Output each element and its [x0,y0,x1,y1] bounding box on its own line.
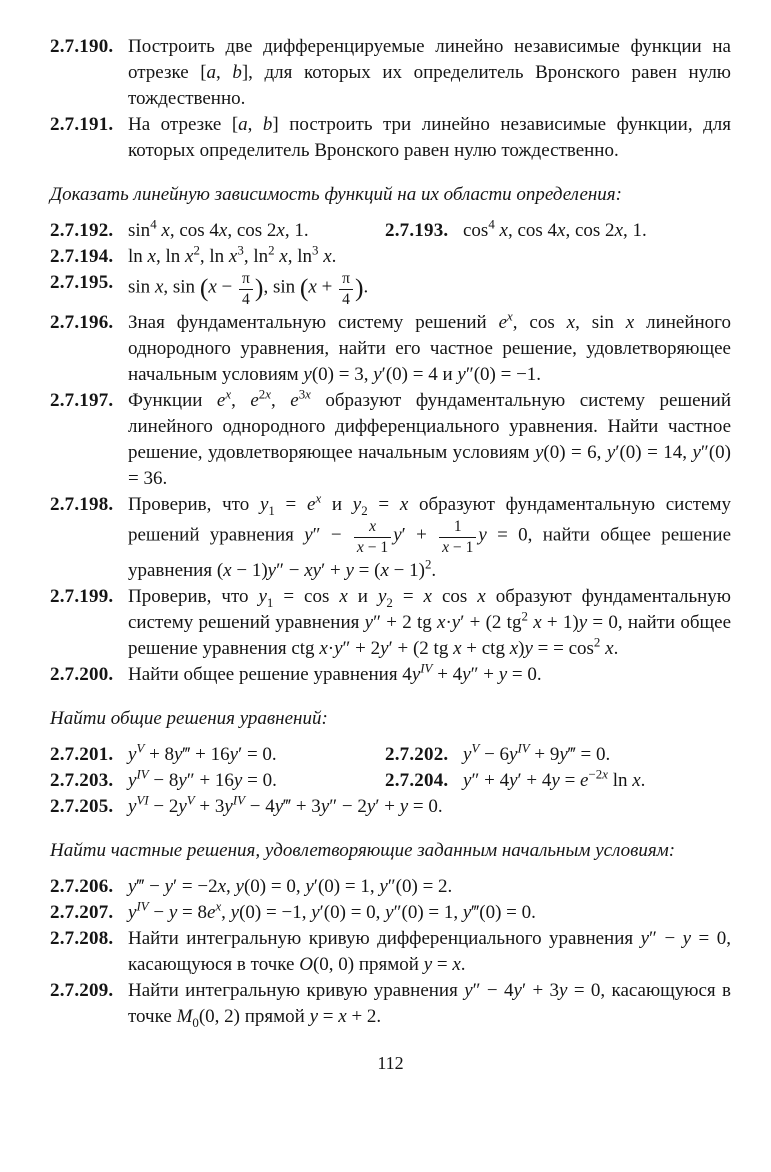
problem-number: 2.7.208. [50,927,114,949]
problem-number: 2.7.195. [50,272,114,293]
problem-cell [50,218,385,244]
problem-number: 2.7.205. [50,795,114,817]
page-number: 112 [377,1052,404,1073]
problem-row [50,310,731,388]
problem-number: 2.7.191. [50,114,114,135]
problem-number: 2.7.206. [50,875,114,897]
problem-pair-row [50,218,731,244]
problem-row [50,388,731,492]
problem-cell [50,768,385,794]
problem-text: $y^V$ + 8y‴ + 16y′ = 0. [128,740,277,765]
problem-text: Проверив, что $y_1 = \cos x$ и $y_2 = x$ cos x образуют фундаментальную систему решений уравнения y″ + 2 tg x·y′ + (2 $tg^2$ x + 1)y = 0, найти общее решение уравнения ctg x·y″ + 2y′ + (2 tg x + ctg x)y = = $\cos^2 x$. [128,585,732,659]
problem-row [50,244,731,270]
problem-text: $y^{IV} - y = 8e^x$, y(0) = −1, y′(0) = 0, y″(0) = 1, y‴(0) = 0. [128,898,536,923]
problem-row [50,926,731,978]
problem-text: $\sin^4 x$, cos 4x, cos 2x, 1. [128,216,309,241]
problem-text: Найти общее решение уравнения $4y^{IV} + 4y'' + y = 0$. [128,660,542,685]
problem-text: Найти интегральную кривую уравнения y″ − 4y′ + 3y = 0, касающуюся в точке $M_0(0$, 2) прямой y = x + 2. [128,979,732,1030]
problem-number: 2.7.200. [50,663,114,685]
problems-list [50,34,731,1030]
problem-number: 2.7.190. [50,36,114,57]
problem-text: y‴ − y′ = −2x, y(0) = 0, y′(0) = 1, y″(0) = 2. [128,875,453,897]
problem-text: $y^V - 6y^{IV}$ + 9y‴ = 0. [463,740,611,765]
problem-text: Функции $e^x$, $e^{2x}$, $e^{3x}$ образуют фундаментальную систему решений линейного однородного дифференциального уравнения. Найти частное решение, удовлетворяющее начальным условиям y(0) = 6, y′(0) = 14, y″(0) = 36. [128,386,732,489]
problem-pair-row [50,742,731,768]
problem-number: 2.7.199. [50,585,114,607]
problem-number: 2.7.207. [50,901,114,923]
problem-text: ln x, $\ln x^2$, $\ln x^3$, $\ln^2 x$, $\ln^3 x$. [128,242,337,267]
problem-number: 2.7.203. [50,769,114,791]
problem-text: На отрезке [a, b] построить три линейно независимые функции, для которых определитель Вронского равен нулю тождественно. [128,114,731,161]
problem-row [50,34,731,112]
problem-number: 2.7.198. [50,493,114,515]
problem-cell [385,742,731,768]
problem-text: $y^{VI} - 2y^V + 3y^{IV}$ − 4y‴ + 3y″ − 2y′ + y = 0. [128,792,443,817]
problem-number: 2.7.209. [50,979,114,1001]
problem-cell [385,768,731,794]
problem-row [50,584,731,662]
problem-text: Построить две дифференцируемые линейно независимые функции на отрезке [a, b], для которых их определитель Вронского равен нулю тождественно. [128,36,731,109]
problem-number: 2.7.197. [50,389,114,411]
problem-number: 2.7.202. [385,743,449,765]
problem-row [50,112,731,164]
problem-text: $y'' + 4y' + 4y = e^{-2x}$ ln x. [463,766,646,791]
problem-row [50,900,731,926]
section-heading: Доказать линейную зависимость функций на их области определения: [50,184,622,205]
problem-text: $\cos^4 x$, cos 4x, cos 2x, 1. [463,216,647,241]
problem-row [50,874,731,900]
problem-row [50,492,731,584]
problem-cell [50,742,385,768]
problem-row [50,978,731,1030]
problem-number: 2.7.204. [385,769,449,791]
problem-text: Найти интегральную кривую дифференциального уравнения y″ − y = 0, касающуюся в точке O(0, 0) прямой y = x. [128,927,731,975]
problem-number: 2.7.192. [50,220,114,241]
section-heading: Найти общие решения уравнений: [50,707,328,729]
problem-row [50,662,731,688]
problem-number: 2.7.194. [50,246,114,267]
section-heading: Найти частные решения, удовлетворяющие заданным начальным условиям: [50,839,676,861]
problem-text: Зная фундаментальную систему решений $e^x$, cos x, sin x линейного однородного уравнения, найти его частное решение, удовлетворяющее начальным условиям y(0) = 3, y′(0) = 4 и y″(0) = −1. [128,308,731,385]
problem-text: sin x, sin (x − $\frac{\pi}{4}$ ), sin (x + $\frac{\pi}{4}$ ). [128,270,369,309]
problem-number: 2.7.201. [50,743,114,765]
problem-number: 2.7.193. [385,220,449,241]
problem-number: 2.7.196. [50,311,114,333]
problem-pair-row [50,768,731,794]
problem-text: Проверив, что $y_1 = e^x$ и $y_2 = x$ образуют фундаментальную систему решений уравнения y″ − $\frac{x}{x - 1}$ y′ + $\frac{1}{x - 1}$ y = 0, найти общее решение уравнения $(x - 1)y'' - xy' + y = (x - 1)^2$. [128,490,732,581]
problem-cell [385,218,731,244]
problem-text: $y^{IV} - 8y'' + 16y = 0$. [128,766,277,791]
problem-row [50,794,731,820]
problem-row [50,270,731,310]
